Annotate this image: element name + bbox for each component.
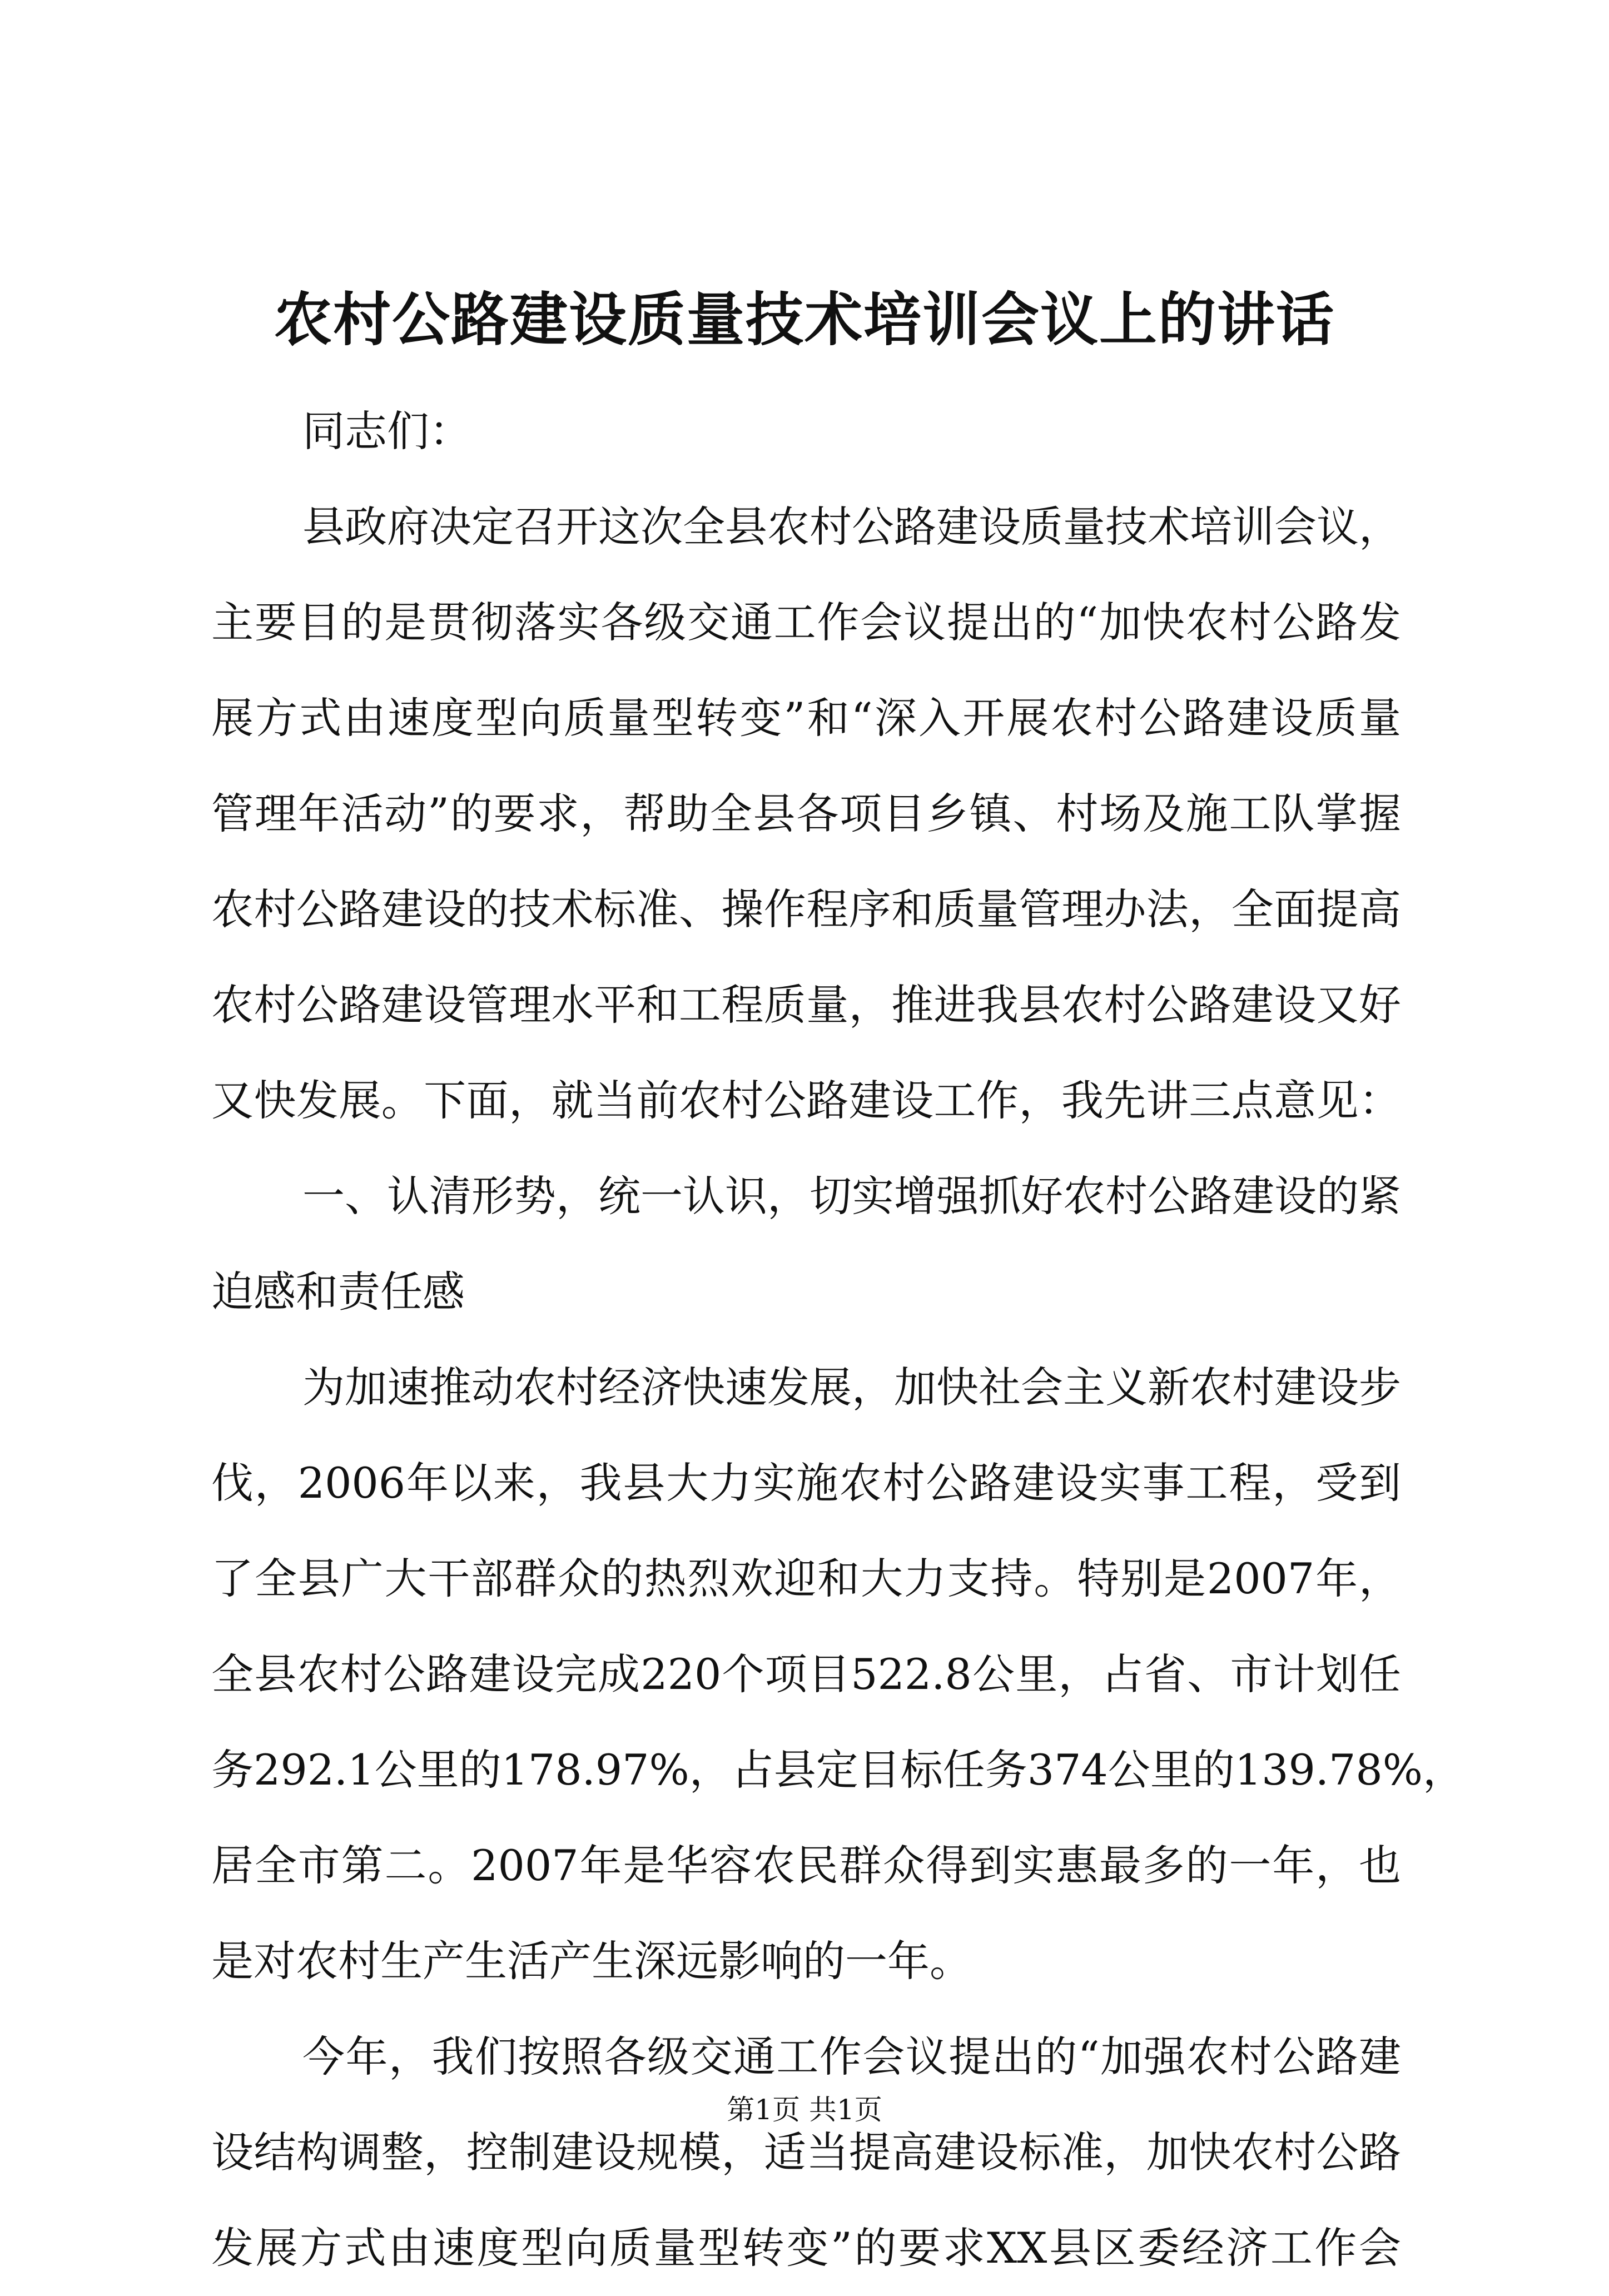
body-line: 展方式由速度型向质量型转变”和“深入开展农村公路建设质量: [211, 693, 1401, 743]
section-heading-line: 一、认清形势，统一认识，切实增强抓好农村公路建设的紧: [302, 1171, 1401, 1221]
body-line: 管理年活动”的要求，帮助全县各项目乡镇、村场及施工队掌握: [211, 789, 1401, 838]
body-line: 为加速推动农村经济快速发展，加快社会主义新农村建设步: [302, 1363, 1401, 1412]
section-heading-line: 迫感和责任感: [211, 1267, 465, 1316]
document-body: [211, 384, 1465, 2296]
body-line: 全县农村公路建设完成220个项目522.8公里，占省、市计划任: [211, 1649, 1401, 1699]
body-line: 伐，2006年以来，我县大力实施农村公路建设实事工程，受到: [211, 1458, 1401, 1508]
body-line: 务292.1公里的178.97%，占县定目标任务374公里的139.78%，: [211, 1745, 1465, 1795]
body-line: 县政府决定召开这次全县农村公路建设质量技术培训会议，: [302, 502, 1401, 551]
body-line: 农村公路建设的技术标准、操作程序和质量管理办法，全面提高: [211, 884, 1401, 934]
body-line: 是对农村生产生活产生深远影响的一年。: [211, 1936, 972, 1986]
body-line: 农村公路建设管理水平和工程质量，推进我县农村公路建设又好: [211, 980, 1401, 1030]
body-line: 居全市第二。2007年是华容农民群众得到实惠最多的一年，也: [211, 1841, 1401, 1890]
body-line: 又快发展。下面，就当前农村公路建设工作，我先讲三点意见：: [211, 1076, 1401, 1125]
body-line: 设结构调整，控制建设规模，适当提高建设标准，加快农村公路: [211, 2128, 1401, 2177]
document-title: 农村公路建设质量技术培训会议上的讲话: [274, 285, 1335, 354]
body-line: 主要目的是贯彻落实各级交通工作会议提出的“加快农村公路发: [211, 598, 1401, 647]
body-line: 了全县广大干部群众的热烈欢迎和大力支持。特别是2007年，: [211, 1554, 1401, 1603]
salutation-line: 同志们：: [302, 406, 471, 456]
page-number: 第1页 共1页: [727, 2094, 882, 2126]
body-line: 今年，我们按照各级交通工作会议提出的“加强农村公路建: [302, 2032, 1401, 2081]
body-line: 发展方式由速度型向质量型转变”的要求XX县区委经济工作会: [211, 2223, 1401, 2273]
